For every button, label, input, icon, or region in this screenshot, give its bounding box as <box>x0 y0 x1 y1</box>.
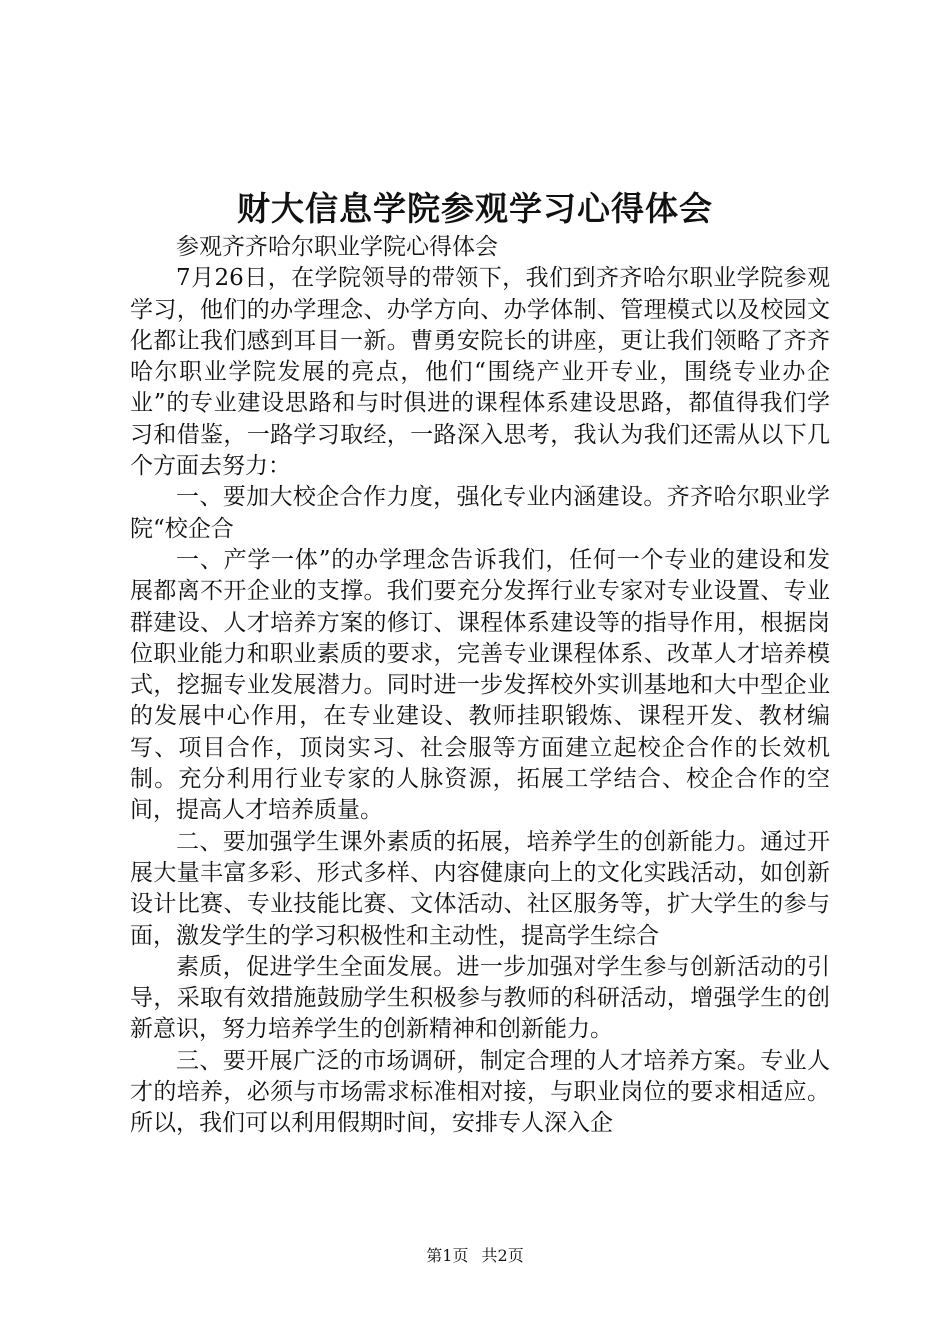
page-total: 共2页 <box>481 1246 524 1265</box>
page-number: 第1页 <box>426 1246 469 1265</box>
paragraph-point-three: 三、要开展广泛的市场调研，制定合理的人才培养方案。专业人才的培养，必须与市场需求标准相对接，与职业岗位的要求相适应。所以，我们可以利用假期时间，安排专人深入企 <box>130 1047 830 1137</box>
paragraph-point-two: 二、要加强学生课外素质的拓展，培养学生的创新能力。通过开展大量丰富多彩、形式多样、内容健康向上的文化实践活动，如创新设计比赛、专业技能比赛、文体活动、社区服务等，扩大学生的参与面，激发学生的学习积极性和主动性，提高学生综合 <box>130 828 830 949</box>
document-subtitle: 参观齐齐哈尔职业学院心得体会 <box>176 234 498 260</box>
paragraph-point-one-body: 一、产学一体”的办学理念告诉我们，任何一个专业的建设和发展都离不开企业的支撑。我们要充分发挥行业专家对专业设置、专业群建设、人才培养方案的修订、课程体系建设等的指导作用，根据岗位职业能力和职业素质的要求，完善专业课程体系、改革人才培养模式，挖掘专业发展潜力。同时进一步发挥校外实训基地和大中型企业的发展中心作用，在专业建设、教师挂职锻炼、课程开发、教材编写、项目合作，顶岗实习、社会服等方面建立起校企合作的长效机制。充分利用行业专家的人脉资源，拓展工学结合、校企合作的空间，提高人才培养质量。 <box>130 546 830 824</box>
document-body <box>130 232 830 1140</box>
document-title: 财大信息学院参观学习心得体会 <box>237 189 713 228</box>
paragraph-point-two-continued: 素质，促进学生全面发展。进一步加强对学生参与创新活动的引导，采取有效措施鼓励学生积极参与教师的科研活动，增强学生的创新意识，努力培养学生的创新精神和创新能力。 <box>130 953 830 1043</box>
paragraph-intro: 7月26日，在学院领导的带领下，我们到齐齐哈尔职业学院参观学习，他们的办学理念、办学方向、办学体制、管理模式以及校园文化都让我们感到耳目一新。曹勇安院长的讲座，更让我们领略了齐齐哈尔职业学院发展的亮点，他们“围绕产业开专业，围绕专业办企业”的专业建设思路和与时俱进的课程体系建设思路，都值得我们学习和借鉴，一路学习取经，一路深入思考，我认为我们还需从以下几个方面去努力： <box>130 265 830 480</box>
page-footer <box>0 1245 950 1267</box>
paragraph-point-one-heading: 一、要加大校企合作力度，强化专业内涵建设。齐齐哈尔职业学院“校企合 <box>130 484 830 542</box>
